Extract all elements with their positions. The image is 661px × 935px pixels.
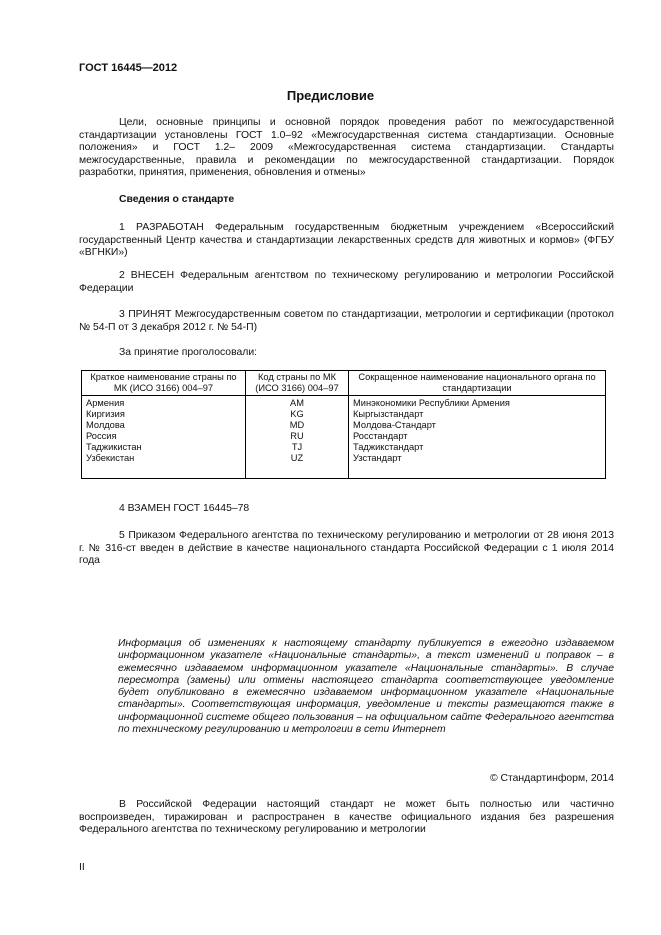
voted-label xyxy=(79,347,614,360)
item-replaces xyxy=(79,503,614,516)
country-name: Таджикистан xyxy=(82,442,246,453)
voting-table xyxy=(81,370,606,479)
intro-paragraph xyxy=(79,117,614,180)
standards-body: Узстандарт xyxy=(349,453,606,479)
country-name: Киргизия xyxy=(82,409,246,420)
item-replaces-text: 4 ВЗАМЕН ГОСТ 16445–78 xyxy=(119,503,250,514)
table-row xyxy=(82,420,606,431)
standards-body: Кыргызстандарт xyxy=(349,409,606,420)
changes-notice: Информация об изменениях к настоящему стандарту публикуется в ежегодно издаваемом информационном указателе «Национальные стандарты», а текст изменений и поправок – в ежемесячно издаваемом информационном указателе «Национальные стандарты». В случае пересмотра (замены) или отмены настоящего стандарта соответствующее уведомление будет опубликовано в ежемесячно издаваемом информационном указателе «Национальные стандарты». Соответствующая информация, уведомление и тексты размещаются также в информационной системе общего пользования – на официальном сайте Федерального агентства по техническому регулированию и метрологии в сети Интернет xyxy=(118,638,614,736)
rights-paragraph xyxy=(79,799,614,837)
item-introduced-text: 2 ВНЕСЕН Федеральным агентством по техническому регулированию и метрологии Российской Федерации xyxy=(79,270,614,294)
country-code: KG xyxy=(246,409,349,420)
item-adopted xyxy=(79,309,614,334)
copyright-line: © Стандартинформ, 2014 xyxy=(489,773,614,784)
table-row xyxy=(82,453,606,479)
intro-text: Цели, основные принципы и основной порядок проведения работ по межгосударственной стандартизации установлены ГОСТ 1.0–92 «Межгосударственная система стандартизации. Основные положения» и ГОСТ 1.2– 2009 «Межгосударственная система стандартизации. Стандарты межгосударственные, правила и рекомендации по межгосударственной стандартизации. Порядок разработки, принятия, применения, обновления и отмены» xyxy=(79,117,614,179)
country-name: Армения xyxy=(82,396,246,410)
item-developed xyxy=(79,222,614,260)
voted-label-text: За принятие проголосовали: xyxy=(119,347,258,358)
item-introduced xyxy=(79,270,614,295)
rights-text: В Российской Федерации настоящий стандарт не может быть полностью или частично воспроизведен, тиражирован и распространен в качестве официального издания без разрешения Федерального агентства по техническому регулированию и метрологии xyxy=(79,799,614,836)
country-code: AM xyxy=(246,396,349,410)
standards-body: Минэкономики Республики Армения xyxy=(349,396,606,410)
country-code: RU xyxy=(246,431,349,442)
country-name: Узбекистан xyxy=(82,453,246,479)
item-adopted-text: 3 ПРИНЯТ Межгосударственным советом по стандартизации, метрологии и сертификации (протокол № 54-П от 3 декабря 2012 г. № 54-П) xyxy=(79,309,614,333)
header-country-name: Краткое наименование страны по МК (ИСО 3166) 004–97 xyxy=(82,371,246,396)
table-row xyxy=(82,442,606,453)
document-code: ГОСТ 16445—2012 xyxy=(79,62,178,74)
standards-body: Таджикстандарт xyxy=(349,442,606,453)
item-order-text: 5 Приказом Федерального агентства по техническому регулированию и метрологии от 28 июня 2013 г. № 316-ст введен в действие в качестве национального стандарта Российской Федерации с 1 июля 2014 года xyxy=(79,530,614,567)
item-developed-text: 1 РАЗРАБОТАН Федеральным государственным бюджетным учреждением «Всероссийский государственный Центр качества и стандартизации лекарственных средств для животных и кормов» (ФГБУ «ВГНКИ») xyxy=(79,222,614,259)
table-header-row xyxy=(82,371,606,396)
header-country-code: Код страны по МК (ИСО 3166) 004–97 xyxy=(246,371,349,396)
country-name: Молдова xyxy=(82,420,246,431)
country-name: Россия xyxy=(82,431,246,442)
item-order xyxy=(79,530,614,568)
header-standards-body: Сокращенное наименование национального органа по стандартизации xyxy=(349,371,606,396)
country-code: UZ xyxy=(246,453,349,479)
standards-body: Молдова-Стандарт xyxy=(349,420,606,431)
table-row xyxy=(82,396,606,410)
table-row xyxy=(82,431,606,442)
table-row xyxy=(82,409,606,420)
country-code: TJ xyxy=(246,442,349,453)
country-code: MD xyxy=(246,420,349,431)
page-title: Предисловие xyxy=(286,88,375,103)
section-heading: Сведения о стандарте xyxy=(119,194,235,205)
standards-body: Росстандарт xyxy=(349,431,606,442)
page-number: II xyxy=(79,862,85,873)
